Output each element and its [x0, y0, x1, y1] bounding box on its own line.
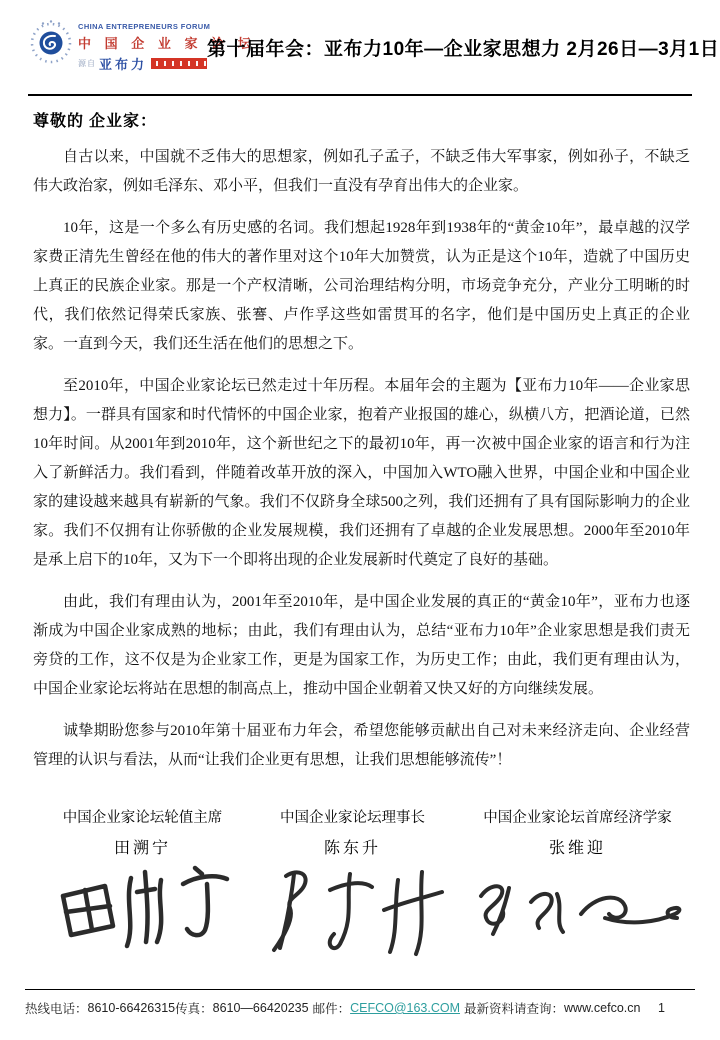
paragraph-4: 由此，我们有理由认为，2001年至2010年，是中国企业发展的真正的“黄金10年”，亚布力也逐渐成为中国企业家成熟的地标；由此，我们有理由认为，总结“亚布力10年”企业家思想是我们责无旁贷的工作，这不仅是为企业家工作，更是为国家工作，为历史工作；由此，我们更有理由认为，中国企业家论坛将站在思想的制高点上，推动中国企业朝着又快又好的方向继续发展。	[33, 594, 690, 697]
tian-suning-signature-image	[40, 862, 245, 962]
hotline-number: 8610-66426315	[87, 1001, 176, 1015]
zhang-weiying-signature-image	[460, 862, 695, 952]
signer-name: 田溯宁	[113, 840, 171, 857]
paragraph-2: 10年，这是一个多么有历史感的名词。我们想起1928年到1938年的“黄金10年”，最卓越的汉学家费正清先生曾经在他的伟大的著作里对这个10年大加赞赏，认为正是这个10年，造就了中国历史上真正的民族企业家。那是一个产权清晰，公司治理结构分明，市场竞争充分，产业分工明晰的时代，我们依然记得荣氏家族、张謇、卢作孚这些如雷贯耳的名字，他们是中国历史上真正的企业家。一直到今天，我们还生活在他们的思想之下。	[33, 220, 690, 352]
red-ribbon-badge-icon	[151, 58, 207, 69]
signature-section	[40, 806, 695, 962]
forum-origin-name: 亚布力	[99, 57, 148, 72]
signer-title: 中国企业家论坛轮值主席	[62, 810, 223, 826]
query-label: 最新资料请查询：	[464, 1002, 565, 1016]
signature-block-tian-suning	[40, 806, 245, 962]
forum-name-english: CHINA ENTREPRENEURS FORUM	[78, 22, 211, 31]
hotline-label: 热线电话：	[25, 1002, 88, 1016]
paragraph-1: 自古以来，中国就不乏伟大的思想家，例如孔子孟子，不缺乏伟大军事家，例如孙子，不缺乏伟大政治家，例如毛泽东、邓小平，但我们一直没有孕育出伟大的企业家。	[33, 149, 690, 194]
fax-number: 8610—66420235	[212, 1001, 309, 1015]
document-title: 第十届年会：亚布力10年—企业家思想力 2月26日—3月1日	[207, 39, 720, 60]
header-divider	[28, 94, 692, 96]
signature-block-zhang-weiying	[460, 806, 695, 962]
signer-title: 中国企业家论坛理事长	[280, 810, 425, 826]
email-link[interactable]: CEFCO@163.COM	[350, 1001, 461, 1015]
page-header	[28, 18, 720, 73]
signer-title: 中国企业家论坛首席经济学家	[483, 810, 672, 826]
signer-name: 陈东升	[323, 840, 381, 857]
paragraph-3: 至2010年，中国企业家论坛已然走过十年历程。本届年会的主题为【亚布力10年——企业家思想力】。一群具有国家和时代情怀的中国企业家，抱着产业报国的雄心，纵横八方，把酒论道，已然10年时间。从2001年到2010年，这个新世纪之下的最初10年，再一次被中国企业家的语言和行为注入了新鲜活力。我们看到，伴随着改革开放的深入，中国加入WTO融入世界，中国企业和中国企业家的建设越来越具有崭新的气象。我们不仅跻身全球500之列，我们还拥有了具有国际影响力的企业家。我们不仅拥有让你骄傲的企业发展规模，我们还拥有了卓越的企业发展思想。2000年至2010年是承上启下的10年，又为下一个即将出现的企业发展新时代奠定了良好的基础。	[33, 378, 690, 568]
salutation: 尊敬的 企业家：	[33, 113, 158, 130]
paragraph-5: 诚挚期盼您参与2010年第十届亚布力年会，希望您能够贡献出自己对未来经济走向、企业经营管理的认识与看法，从而“让我们企业更有思想，让我们思想能够流传”！	[33, 723, 690, 768]
page-footer	[25, 999, 695, 1017]
forum-emblem-icon	[28, 18, 74, 68]
fax-label: 传真：	[175, 1002, 213, 1016]
forum-name-chinese: 中 国 企 业 家 论 坛	[78, 36, 256, 51]
website-text: www.cefco.cn	[564, 1001, 641, 1015]
signer-name: 张维迎	[548, 840, 606, 857]
page-number: 1	[658, 1001, 665, 1015]
letter-body	[33, 108, 690, 788]
signature-block-chen-dongsheng	[255, 806, 450, 962]
forum-logo	[28, 18, 256, 73]
email-label: 邮件：	[312, 1002, 351, 1016]
chen-dongsheng-signature-image	[255, 862, 450, 962]
forum-origin-prefix: 源自	[78, 59, 96, 68]
footer-divider	[25, 989, 695, 990]
